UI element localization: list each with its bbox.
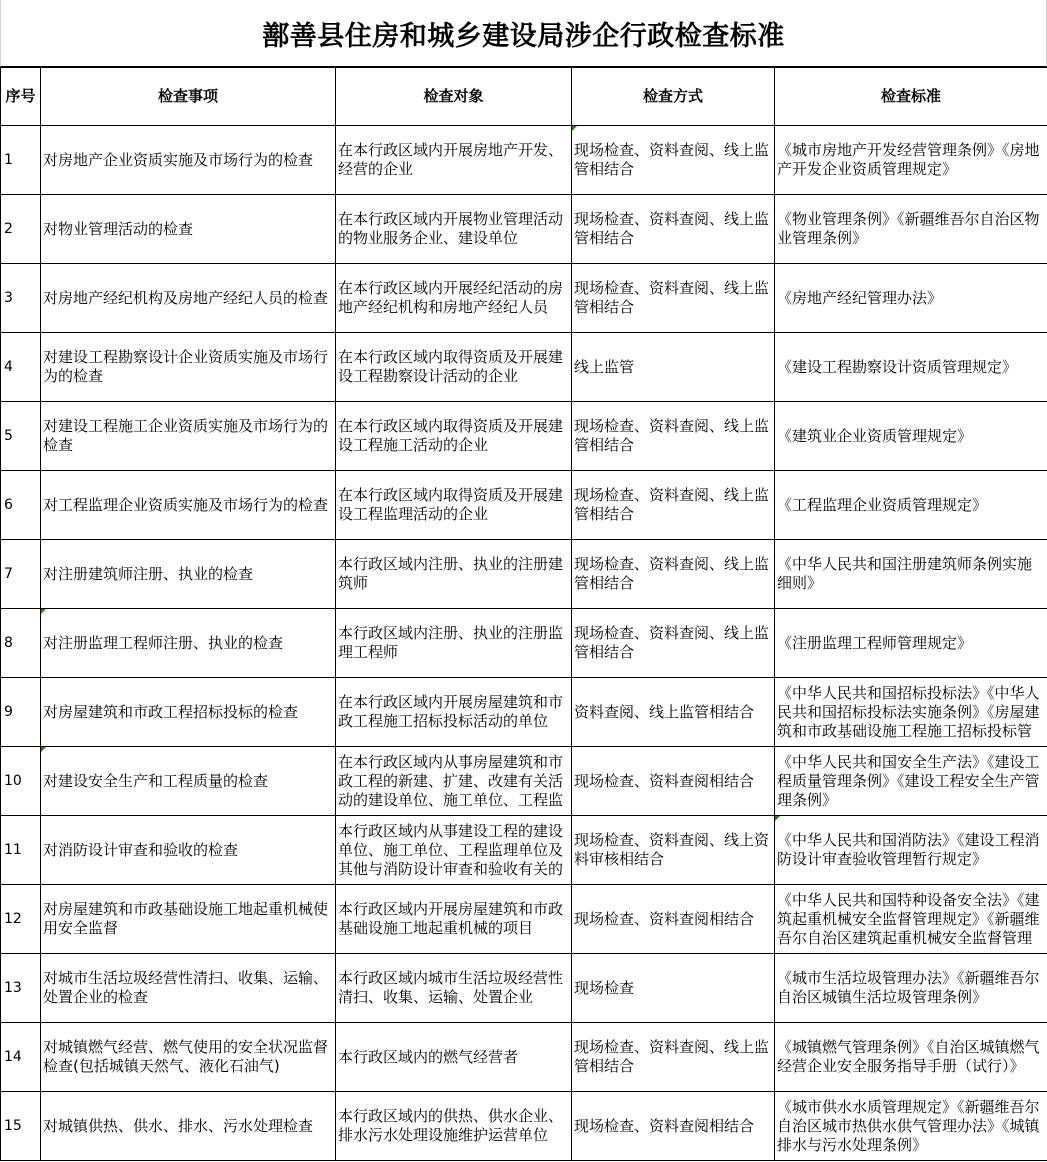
cell-object-text: 在本行政区域内取得资质及开展建设工程监理活动的企业 [338, 486, 564, 523]
cell-item[interactable] [41, 609, 336, 678]
cell-object[interactable] [336, 885, 572, 954]
cell-standard-text: 《建设工程勘察设计资质管理规定》 [777, 357, 1018, 376]
cell-standard-text: 《房地产经纪管理办法》 [777, 288, 943, 307]
header-object[interactable]: 检查对象 [336, 68, 572, 126]
cell-standard[interactable] [775, 264, 1047, 333]
cell-standard[interactable] [775, 1092, 1047, 1161]
table-row [1, 471, 1047, 540]
cell-standard-text: 《中华人民共和国注册建筑师条例实施细则》 [777, 555, 1033, 592]
cell-item[interactable] [41, 747, 336, 816]
cell-method[interactable] [572, 195, 775, 264]
table-row [1, 264, 1047, 333]
table-row [1, 1092, 1047, 1161]
cell-method-text: 现场检查、资料查阅、线上监管相结合 [574, 279, 770, 316]
cell-object[interactable] [336, 954, 572, 1023]
cell-object[interactable] [336, 816, 572, 885]
cell-standard[interactable] [775, 954, 1047, 1023]
table-row [1, 195, 1047, 264]
cell-item[interactable] [41, 264, 336, 333]
cell-item-text: 对房屋建筑和市政基础设施工地起重机械使用安全监督 [43, 900, 329, 937]
cell-item[interactable] [41, 678, 336, 747]
cell-no[interactable] [1, 402, 41, 471]
cell-method[interactable] [572, 126, 775, 195]
cell-standard-text: 《城镇燃气管理条例》《自治区城镇燃气经营企业安全服务指导手册（试行）》 [777, 1038, 1040, 1075]
cell-no[interactable] [1, 333, 41, 402]
cell-method[interactable] [572, 816, 775, 885]
cell-item[interactable] [41, 402, 336, 471]
cell-object[interactable] [336, 126, 572, 195]
cell-method[interactable] [572, 885, 775, 954]
cell-item[interactable] [41, 1092, 336, 1161]
standards-table [0, 67, 1047, 1161]
cell-item[interactable] [41, 816, 336, 885]
cell-standard[interactable] [775, 126, 1047, 195]
cell-method[interactable] [572, 747, 775, 816]
cell-object[interactable] [336, 1023, 572, 1092]
header-no[interactable]: 序号 [1, 68, 41, 126]
cell-standard-text: 《城市生活垃圾管理办法》《新疆维吾尔自治区城镇生活垃圾管理条例》 [777, 969, 1040, 1006]
cell-method-text: 现场检查、资料查阅、线上监管相结合 [574, 624, 770, 661]
cell-method[interactable] [572, 402, 775, 471]
cell-standard[interactable] [775, 816, 1047, 885]
cell-standard-text: 《中华人民共和国消防法》《建设工程消防设计审查验收管理暂行规定》 [777, 831, 1040, 868]
cell-no[interactable] [1, 954, 41, 1023]
cell-method-text: 现场检查、资料查阅相结合 [574, 909, 755, 928]
cell-method-text: 现场检查、资料查阅、线上监管相结合 [574, 1038, 770, 1075]
table-row [1, 954, 1047, 1023]
page-title: 鄯善县住房和城乡建设局涉企行政检查标准 [262, 20, 785, 52]
header-item[interactable]: 检查事项 [41, 68, 336, 126]
table-row [1, 402, 1047, 471]
cell-no[interactable] [1, 885, 41, 954]
cell-method[interactable] [572, 540, 775, 609]
cell-method-text: 现场检查、资料查阅、线上监管相结合 [574, 417, 770, 454]
cell-item[interactable] [41, 1023, 336, 1092]
cell-object[interactable] [336, 333, 572, 402]
table-body [1, 126, 1047, 1161]
cell-object-text: 在本行政区域内取得资质及开展建设工程勘察设计活动的企业 [338, 348, 564, 385]
cell-item-text: 对注册监理工程师注册、执业的检查 [43, 633, 284, 652]
cell-no-text: 15 [4, 1117, 22, 1134]
cell-object-text: 在本行政区域内取得资质及开展建设工程施工活动的企业 [338, 417, 564, 454]
cell-item-text: 对注册建筑师注册、执业的检查 [43, 564, 254, 583]
cell-standard[interactable] [775, 1023, 1047, 1092]
cell-standard[interactable] [775, 471, 1047, 540]
cell-object-text: 本行政区域内的供热、供水企业、排水污水处理设施维护运营单位 [338, 1107, 564, 1144]
table-row [1, 816, 1047, 885]
cell-item-text: 对房屋建筑和市政工程招标投标的检查 [43, 702, 299, 721]
cell-no[interactable] [1, 816, 41, 885]
cell-object[interactable] [336, 1092, 572, 1161]
cell-no[interactable] [1, 540, 41, 609]
cell-item-text: 对城镇供热、供水、排水、污水处理检查 [43, 1116, 314, 1135]
cell-no-text: 10 [4, 772, 22, 789]
cell-no-text: 4 [4, 358, 13, 375]
cell-no[interactable] [1, 126, 41, 195]
cell-object[interactable] [336, 471, 572, 540]
cell-no-text: 12 [4, 910, 22, 927]
cell-no-text: 14 [4, 1048, 22, 1065]
cell-object-text: 本行政区域内的燃气经营者 [338, 1047, 519, 1066]
table-row [1, 885, 1047, 954]
cell-standard[interactable] [775, 609, 1047, 678]
cell-item-text: 对消防设计审查和验收的检查 [43, 840, 239, 859]
cell-object[interactable] [336, 678, 572, 747]
cell-item[interactable] [41, 333, 336, 402]
cell-item-text: 对房地产经纪机构及房地产经纪人员的检查 [43, 288, 329, 307]
cell-method-text: 现场检查、资料查阅、线上资料审核相结合 [574, 831, 770, 868]
cell-method-text: 现场检查、资料查阅、线上监管相结合 [574, 210, 770, 247]
cell-no[interactable] [1, 471, 41, 540]
cell-object-text: 本行政区域内注册、执业的注册建筑师 [338, 555, 564, 592]
cell-object[interactable] [336, 195, 572, 264]
table-row [1, 678, 1047, 747]
cell-item[interactable] [41, 954, 336, 1023]
cell-no-text: 3 [4, 289, 13, 306]
cell-no-text: 8 [4, 634, 13, 651]
cell-standard-text: 《城市房地产开发经营管理条例》《房地产开发企业资质管理规定》 [777, 141, 1040, 178]
cell-standard-text: 《注册监理工程师管理规定》 [777, 633, 973, 652]
cell-method[interactable] [572, 471, 775, 540]
cell-method-text: 现场检查 [574, 978, 635, 997]
cell-no-text: 11 [4, 841, 22, 858]
cell-no[interactable] [1, 1092, 41, 1161]
cell-no-text: 5 [4, 427, 13, 444]
cell-standard-text: 《工程监理企业资质管理规定》 [777, 495, 988, 514]
table-row [1, 1023, 1047, 1092]
cell-standard-text: 《中华人民共和国特种设备安全法》《建筑起重机械安全监督管理规定》《新疆维吾尔自治区建筑起重机械安全监督管理 [777, 890, 1040, 947]
cell-standard-text: 《建筑业企业资质管理规定》 [777, 426, 973, 445]
title-row [0, 0, 1047, 67]
cell-item-text: 对房地产企业资质实施及市场行为的检查 [43, 150, 314, 169]
cell-item-text: 对建设工程施工企业资质实施及市场行为的检查 [43, 417, 329, 454]
cell-object-text: 在本行政区域内开展房地产开发、经营的企业 [338, 141, 564, 178]
header-method[interactable]: 检查方式 [572, 68, 775, 126]
cell-object-text: 本行政区域内注册、执业的注册监理工程师 [338, 624, 564, 661]
cell-method-text: 现场检查、资料查阅、线上监管相结合 [574, 141, 770, 178]
cell-no-text: 1 [4, 151, 13, 168]
cell-standard-text: 《物业管理条例》《新疆维吾尔自治区物业管理条例》 [777, 210, 1040, 247]
table-row [1, 126, 1047, 195]
cell-method[interactable] [572, 609, 775, 678]
cell-object-text: 在本行政区域内开展经纪活动的房地产经纪机构和房地产经纪人员 [338, 279, 564, 316]
cell-method-text: 现场检查、资料查阅相结合 [574, 1116, 755, 1135]
cell-object-text: 在本行政区域内开展物业管理活动的物业服务企业、建设单位 [338, 210, 564, 247]
cell-standard[interactable] [775, 678, 1047, 747]
cell-standard[interactable] [775, 333, 1047, 402]
cell-item[interactable] [41, 126, 336, 195]
cell-method[interactable] [572, 333, 775, 402]
table-row [1, 540, 1047, 609]
header-row [1, 68, 1047, 126]
cell-item[interactable] [41, 885, 336, 954]
cell-object[interactable] [336, 609, 572, 678]
cell-object[interactable] [336, 402, 572, 471]
cell-no[interactable] [1, 678, 41, 747]
cell-method[interactable] [572, 678, 775, 747]
cell-no-text: 7 [4, 565, 13, 582]
cell-no[interactable] [1, 264, 41, 333]
cell-method-text: 资料查阅、线上监管相结合 [574, 702, 755, 721]
cell-method-text: 现场检查、资料查阅、线上监管相结合 [574, 486, 770, 523]
cell-object[interactable] [336, 747, 572, 816]
cell-method[interactable] [572, 264, 775, 333]
cell-object-text: 本行政区域内城市生活垃圾经营性清扫、收集、运输、处置企业 [338, 969, 564, 1006]
header-standard[interactable]: 检查标准 [775, 68, 1047, 126]
cell-item-text: 对城镇燃气经营、燃气使用的安全状况监督检查(包括城镇天然气、液化石油气) [43, 1038, 329, 1075]
cell-item[interactable] [41, 471, 336, 540]
cell-method-text: 现场检查、资料查阅相结合 [574, 771, 755, 790]
cell-item-text: 对建设工程勘察设计企业资质实施及市场行为的检查 [43, 348, 329, 385]
cell-item-text: 对建设安全生产和工程质量的检查 [43, 771, 269, 790]
cell-item-text: 对工程监理企业资质实施及市场行为的检查 [43, 495, 329, 514]
cell-method-text: 线上监管 [574, 357, 635, 376]
cell-object-text: 在本行政区域内开展房屋建筑和市政工程施工招标投标活动的单位 [338, 693, 564, 730]
cell-object[interactable] [336, 264, 572, 333]
cell-object[interactable] [336, 540, 572, 609]
cell-no-text: 2 [4, 220, 13, 237]
table-row [1, 333, 1047, 402]
cell-standard-text: 《中华人民共和国招标投标法》《中华人民共和国招标投标法实施条例》《房屋建筑和市政基础设施工程施工招标投标管 [777, 683, 1040, 740]
cell-no[interactable] [1, 1023, 41, 1092]
table-row [1, 747, 1047, 816]
cell-no-text: 6 [4, 496, 13, 513]
cell-object-text: 本行政区域内开展房屋建筑和市政基础设施工地起重机械的项目 [338, 900, 564, 937]
table-row [1, 609, 1047, 678]
cell-no[interactable] [1, 609, 41, 678]
cell-object-text: 本行政区域内从事建设工程的建设单位、施工单位、工程监理单位及其他与消防设计审查和验收有关的 [338, 821, 564, 878]
cell-item[interactable] [41, 540, 336, 609]
cell-object-text: 在本行政区域内从事房屋建筑和市政工程的新建、扩建、改建有关活动的建设单位、施工单位、工程监 [338, 752, 564, 809]
cell-standard[interactable] [775, 402, 1047, 471]
cell-no-text: 9 [4, 703, 13, 720]
cell-no-text: 13 [4, 979, 22, 996]
cell-standard[interactable] [775, 885, 1047, 954]
cell-method[interactable] [572, 1092, 775, 1161]
cell-method-text: 现场检查、资料查阅、线上监管相结合 [574, 555, 770, 592]
cell-no[interactable] [1, 195, 41, 264]
cell-item[interactable] [41, 195, 336, 264]
cell-standard[interactable] [775, 747, 1047, 816]
cell-standard[interactable] [775, 540, 1047, 609]
cell-no[interactable] [1, 747, 41, 816]
cell-standard[interactable] [775, 195, 1047, 264]
cell-standard-text: 《城市供水水质管理规定》《新疆维吾尔自治区城市热供水供气管理办法》《城镇排水与污水处理条例》 [777, 1097, 1040, 1154]
cell-standard-text: 《中华人民共和国安全生产法》《建设工程质量管理条例》《建设工程安全生产管理条例》 [777, 752, 1040, 809]
cell-item-text: 对物业管理活动的检查 [43, 219, 194, 238]
cell-method[interactable] [572, 1023, 775, 1092]
cell-method[interactable] [572, 954, 775, 1023]
cell-item-text: 对城市生活垃圾经营性清扫、收集、运输、处置企业的检查 [43, 969, 329, 1006]
